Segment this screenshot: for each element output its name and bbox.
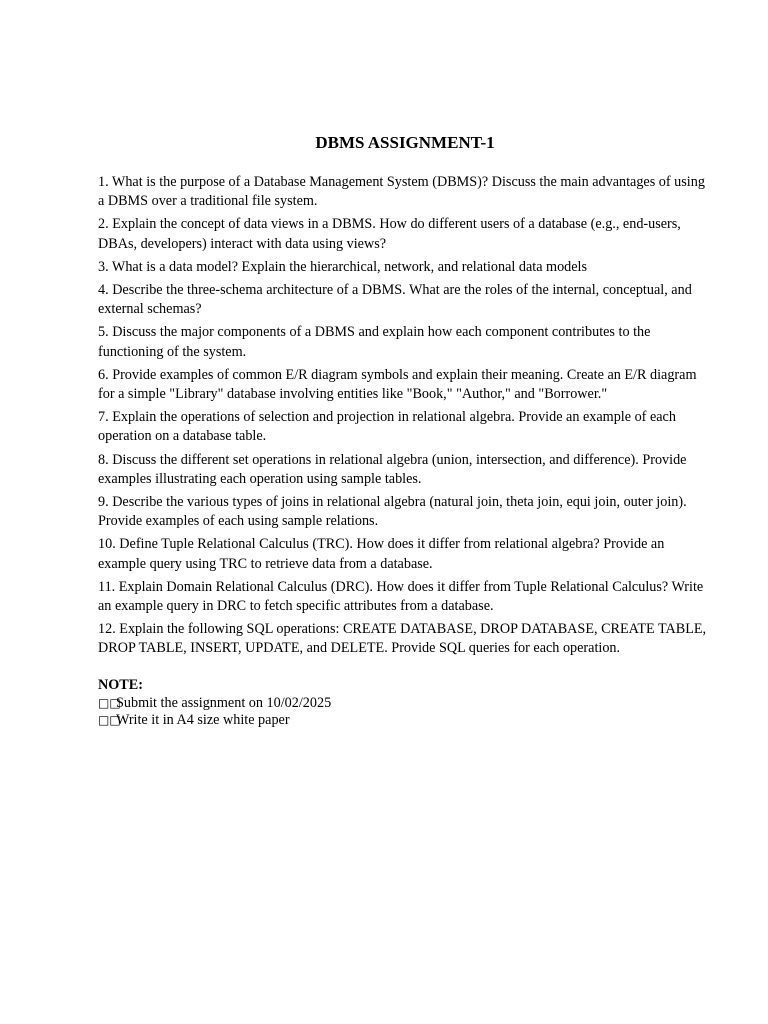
note-item-text: Write it in A4 size white paper [116,712,290,729]
note-heading: NOTE: [98,677,143,693]
question-item: 12. Explain the following SQL operations: CREATE DATABASE, DROP DATABASE, CREATE TABLE, DROP TABLE, INSERT, UPDATE, and DELETE. Provide SQL queries for each operation. [98,621,707,657]
question-item: 3. What is a data model? Explain the hierarchical, network, and relational data models [98,258,588,275]
note-item [98,712,713,730]
question-item: 9. Describe the various types of joins in relational algebra (natural join, theta join, equi join, outer join). Provide examples of each using sample relations. [98,494,687,530]
question-item: 11. Explain Domain Relational Calculus (DRC). How does it differ from Tuple Relational Calculus? Write an example query in DRC to fetch specific attributes from a database. [98,578,704,615]
question-item: 2. Explain the concept of data views in a DBMS. How do different users of a database (e.g., end-users, DBAs, developers) interact with data using views? [98,216,681,252]
question-item: 7. Explain the operations of selection and projection in relational algebra. Provide an example of each operation on a database table. [98,409,676,445]
question-item: 4. Describe the three-schema architecture of a DBMS. What are the roles of the internal, conceptual, and external schemas? [98,282,692,318]
question-item: 5. Discuss the major components of a DBMS and explain how each component contributes to the functioning of the system. [98,324,651,360]
question-list [98,173,713,663]
note-item [98,695,713,713]
note-item-text: Submit the assignment on 10/02/2025 [116,694,332,711]
missing-glyph-bullet-icon: □□ [98,695,121,710]
question-item: 10. Define Tuple Relational Calculus (TRC). How does it differ from relational algebra? Provide an example query using TRC to retrieve data from a database. [98,536,665,572]
note-section [98,677,713,730]
question-item: 8. Discuss the different set operations in relational algebra (union, intersection, and difference). Provide examples illustrating each operation using sample tables. [98,451,687,487]
document-title: DBMS ASSIGNMENT-1 [315,133,495,152]
question-item: 1. What is the purpose of a Database Management System (DBMS)? Discuss the main advantages of using a DBMS over a traditional file system. [98,174,705,210]
missing-glyph-bullet-icon: □□ [98,713,121,728]
question-item: 6. Provide examples of common E/R diagram symbols and explain their meaning. Create an E/R diagram for a simple "Library" database involving entities like "Book," "Author," and "Borrower." [98,366,697,403]
